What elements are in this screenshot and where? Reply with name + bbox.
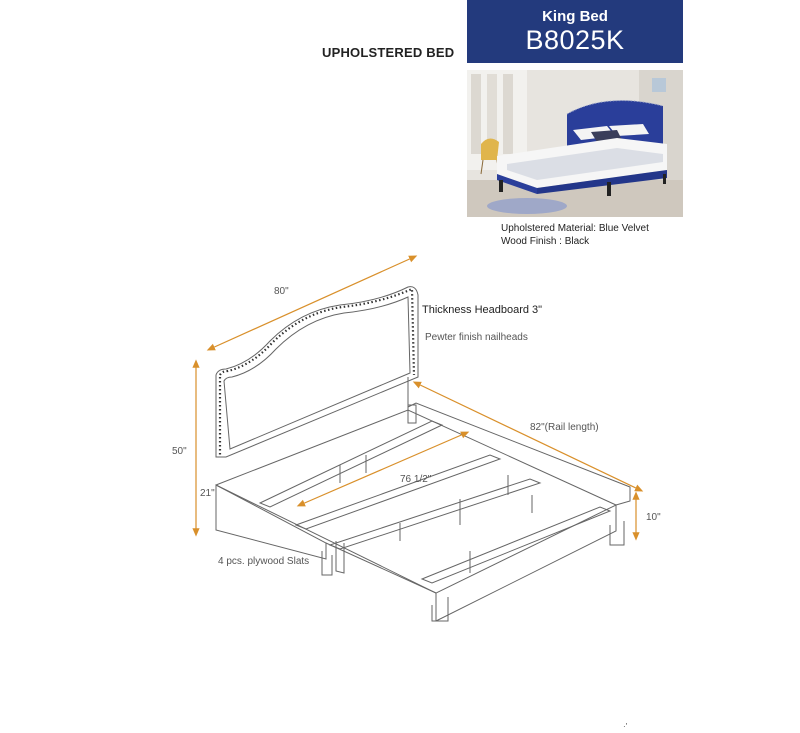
slats-note: 4 pcs. plywood Slats [218, 556, 310, 567]
rail-height-label: 21" [200, 488, 215, 499]
bed-dimension-drawing [160, 245, 660, 635]
material-spec: Upholstered Material: Blue Velvet [501, 223, 649, 234]
nailheads-note: Pewter finish nailheads [425, 332, 528, 343]
width-dimension-label: 80" [274, 286, 289, 297]
thickness-note: Thickness Headboard 3" [422, 304, 543, 316]
product-photo [467, 70, 683, 217]
banner-bed-size: King Bed [542, 8, 608, 25]
model-banner [467, 0, 683, 63]
stray-mark: ·' [623, 722, 628, 731]
leg-height-label: 10" [646, 512, 661, 523]
banner-model-number: B8025K [525, 25, 625, 55]
finish-spec: Wood Finish : Black [501, 236, 590, 247]
rail-length-label: 82"(Rail length) [530, 422, 599, 433]
height-dimension-label: 50" [172, 446, 187, 457]
product-type-title: UPHOLSTERED BED [322, 45, 455, 60]
inner-width-label: 76 1/2" [400, 474, 432, 485]
